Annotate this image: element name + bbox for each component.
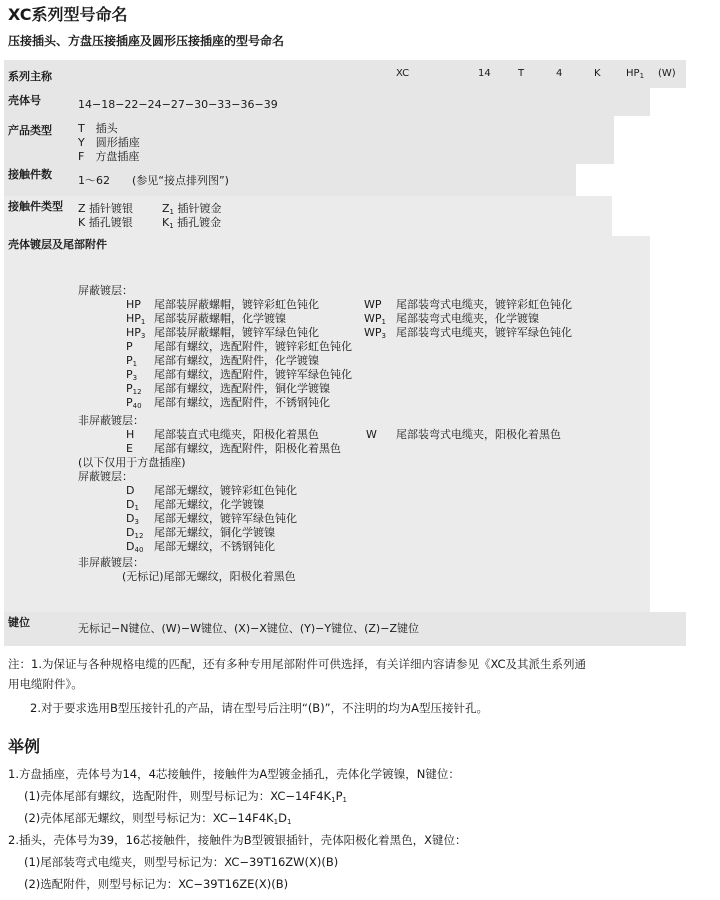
shield-left-7-code: $P_{40}$ — [126, 396, 142, 410]
label-shell: 壳体号 — [8, 94, 41, 107]
example-2b: (2)选配附件，则型号标记为：XC−39T16ZE(X)(B) — [24, 877, 289, 891]
example-1a: (1)壳体尾部有螺纹，选配附件，则型号标记为：$XC-14F4K_1P_1$ — [24, 789, 347, 804]
code-series: XC — [396, 68, 410, 79]
shield-label: 屏蔽镀层： — [78, 284, 133, 297]
band-series — [4, 60, 686, 88]
shield-right-1-desc: 尾部装弯式电缆夹，化学镀镍 — [396, 312, 539, 325]
nonshield-0-desc: 尾部装直式电缆夹，阳极化着黑色 — [154, 428, 319, 441]
shell-values: 14−18−22−24−27−30−33−36−39 — [78, 98, 278, 111]
square-shield-4-code: $D_{40}$ — [126, 540, 144, 554]
code-type: T — [518, 68, 525, 79]
key-values: 无标记−N键位、(W)−W键位、(X)−X键位、(Y)−Y键位、(Z)−Z键位 — [78, 622, 419, 635]
shield-left-0-desc: 尾部装屏蔽螺帽，镀锌彩虹色钝化 — [154, 298, 319, 311]
shield-right-2-code: $WP_3$ — [364, 326, 386, 340]
shield-right-0-desc: 尾部装弯式电缆夹，镀锌彩虹色钝化 — [396, 298, 572, 311]
square-shield-3-desc: 尾部无螺纹，铜化学镀镍 — [154, 526, 275, 539]
example-2a: (1)尾部装弯式电缆夹，则型号标记为：XC−39T16ZW(X)(B) — [24, 855, 339, 869]
label-plating: 壳体镀层及尾部附件 — [8, 238, 107, 251]
square-shield-1-code: $D_1$ — [126, 498, 139, 512]
square-shield-2-code: $D_3$ — [126, 512, 139, 526]
shield-right-0-code: WP — [364, 298, 382, 311]
shield-left-4-code: $P_1$ — [126, 354, 138, 368]
page-subtitle: 压接插头、方盘压接插座及圆形压接插座的型号命名 — [8, 34, 285, 48]
shield-left-2-code: $HP_3$ — [126, 326, 146, 340]
nonshield-right-code: W — [366, 428, 377, 441]
nonshield-0-code: H — [126, 428, 135, 441]
shield-left-5-desc: 尾部有螺纹，选配附件，镀锌军绿色钝化 — [154, 368, 352, 381]
product-type-y: Y 圆形插座 — [78, 136, 140, 149]
shield-left-3-desc: 尾部有螺纹，选配附件，镀锌彩虹色钝化 — [154, 340, 352, 353]
square-shield-label: 屏蔽镀层： — [78, 470, 133, 483]
shield-left-1-desc: 尾部装屏蔽螺帽，化学镀镍 — [154, 312, 286, 325]
code-shell: 14 — [478, 68, 491, 79]
contacts-value: 1～62 (参见“接点排列图”) — [78, 174, 229, 187]
label-product-type: 产品类型 — [8, 124, 52, 137]
shield-left-1-code: $HP_1$ — [126, 312, 146, 326]
contact-type-z: Z 插针镀银 — [78, 202, 134, 215]
shield-left-5-code: $P_3$ — [126, 368, 138, 382]
code-contacts: 4 — [556, 68, 563, 79]
square-nonshield-label: 非屏蔽镀层： — [78, 556, 144, 569]
label-contact-type: 接触件类型 — [8, 200, 63, 213]
label-series: 系列主称 — [8, 70, 52, 83]
square-shield-1-desc: 尾部无螺纹，化学镀镍 — [154, 498, 264, 511]
code-contact-type: K — [594, 68, 601, 79]
square-note: (以下仅用于方盘插座) — [78, 456, 186, 469]
square-shield-3-code: $D_{12}$ — [126, 526, 144, 540]
model-naming-table — [4, 60, 686, 646]
contact-type-k: K 插孔镀银 — [78, 216, 133, 229]
square-shield-0-desc: 尾部无螺纹，镀锌彩虹色钝化 — [154, 484, 297, 497]
note-1-line-1: 注：1.为保证与各种规格电缆的匹配，还有多种专用尾部附件可供选择，有关详细内容请参见《XC及其派生系列通 — [8, 657, 587, 671]
nonshield-1-code: E — [126, 442, 133, 455]
label-key: 键位 — [8, 616, 30, 629]
shield-left-4-desc: 尾部有螺纹，选配附件，化学镀镍 — [154, 354, 319, 367]
example-1: 1.方盘插座，壳体号为14，4芯接触件，接触件为A型镀金插孔，壳体化学镀镍，N键位： — [8, 767, 460, 781]
product-type-f: F 方盘插座 — [78, 150, 140, 163]
square-shield-2-desc: 尾部无螺纹，镀锌军绿色钝化 — [154, 512, 297, 525]
examples-heading: 举例 — [8, 737, 41, 756]
shield-left-2-desc: 尾部装屏蔽螺帽，镀锌军绿色钝化 — [154, 326, 319, 339]
example-1b: (2)壳体尾部无螺纹，则型号标记为：$XC-14F4K_1D_1$ — [24, 811, 292, 826]
product-type-t: T 插头 — [78, 122, 118, 135]
square-shield-4-desc: 尾部无螺纹，不锈钢钝化 — [154, 540, 275, 553]
shield-right-2-desc: 尾部装弯式电缆夹，镀锌军绿色钝化 — [396, 326, 572, 339]
shield-left-6-desc: 尾部有螺纹，选配附件，铜化学镀镍 — [154, 382, 330, 395]
note-2: 2.对于要求选用B型压接针孔的产品，请在型号后注明“(B)”，不注明的均为A型压接针孔。 — [30, 701, 489, 715]
label-contacts: 接触件数 — [8, 168, 52, 181]
nonshield-1-desc: 尾部有螺纹，选配附件，阳极化着黑色 — [154, 442, 341, 455]
shield-left-6-code: $P_{12}$ — [126, 382, 142, 396]
nonshield-label: 非屏蔽镀层： — [78, 414, 144, 427]
shield-left-3-code: P — [126, 340, 133, 353]
shield-left-0-code: HP — [126, 298, 141, 311]
code-key: (W) — [658, 68, 676, 79]
square-shield-0-code: D — [126, 484, 135, 497]
page-title: XC系列型号命名 — [8, 5, 128, 24]
nonshield-right-desc: 尾部装弯式电缆夹，阳极化着黑色 — [396, 428, 561, 441]
code-plating: $HP_1$ — [626, 68, 645, 80]
square-nonshield-desc: (无标记)尾部无螺纹，阳极化着黑色 — [122, 570, 296, 583]
example-2: 2.插头，壳体号为39，16芯接触件，接触件为B型镀银插针，壳体阳极化着黑色，X键位： — [8, 833, 467, 847]
contact-type-k1: $K_1$ 插孔镀金 — [162, 216, 222, 230]
contact-type-z1: $Z_1$ 插针镀金 — [162, 202, 222, 216]
shield-left-7-desc: 尾部有螺纹，选配附件，不锈钢钝化 — [154, 396, 330, 409]
note-1-line-2: 用电缆附件》。 — [8, 677, 83, 691]
shield-right-1-code: $WP_1$ — [364, 312, 386, 326]
